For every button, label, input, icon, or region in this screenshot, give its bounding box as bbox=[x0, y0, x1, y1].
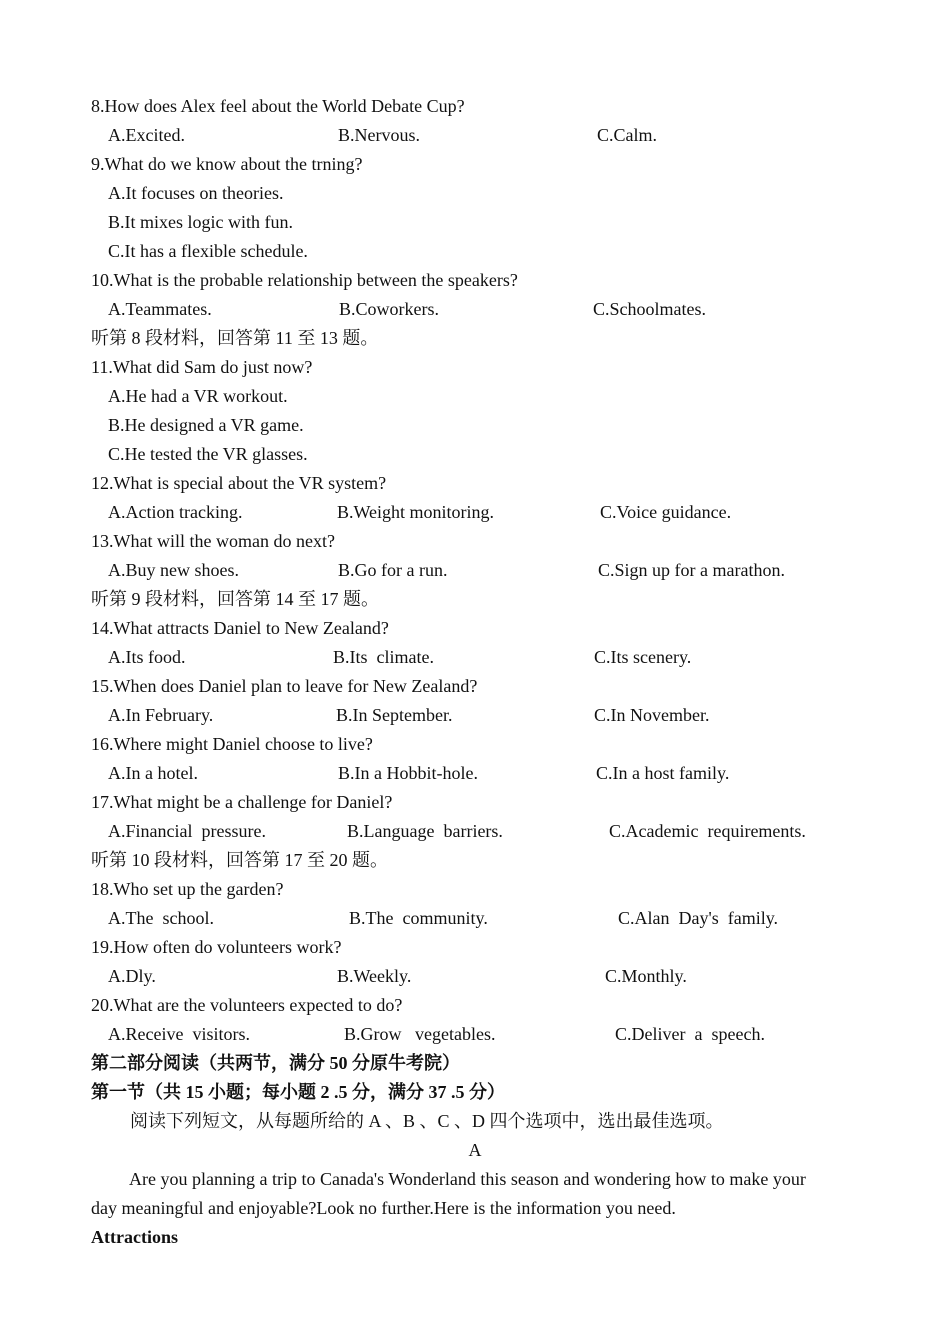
question-16-option-a: A.In a hotel. bbox=[108, 763, 198, 783]
question-17-option-b: B.Language barriers. bbox=[347, 821, 503, 841]
question-11-option-a: A.He had a VR workout. bbox=[108, 386, 288, 406]
question-20-option-a: A.Receive visitors. bbox=[108, 1024, 250, 1044]
question-9-option-c: C.It has a flexible schedule. bbox=[108, 241, 308, 261]
question-13-stem: 13.What will the woman do next? bbox=[91, 531, 335, 551]
question-14-option-c: C.Its scenery. bbox=[594, 647, 692, 667]
passage-paragraph-line-1: Are you planning a trip to Canada's Wonderland this season and wondering how to make your bbox=[129, 1169, 806, 1189]
part-2-heading: 第二部分阅读（共两节，满分 50 分原牛考院） bbox=[91, 1053, 460, 1073]
question-13-option-b: B.Go for a run. bbox=[338, 560, 448, 580]
question-19-option-a: A.Dly. bbox=[108, 966, 156, 986]
section-8-instruction: 听第 8 段材料，回答第 11 至 13 题。 bbox=[91, 328, 379, 348]
question-9-option-b: B.It mixes logic with fun. bbox=[108, 212, 293, 232]
section-10-instruction: 听第 10 段材料，回答第 17 至 20 题。 bbox=[91, 850, 388, 870]
question-18-option-a: A.The school. bbox=[108, 908, 214, 928]
question-16-option-c: C.In a host family. bbox=[596, 763, 730, 783]
question-15-stem: 15.When does Daniel plan to leave for New Zealand? bbox=[91, 676, 478, 696]
reading-instruction: 阅读下列短文，从每题所给的 A 、B 、C 、D 四个选项中，选出最佳选项。 bbox=[130, 1111, 724, 1131]
question-11-option-c: C.He tested the VR glasses. bbox=[108, 444, 308, 464]
question-12-option-b: B.Weight monitoring. bbox=[337, 502, 495, 522]
question-11-stem: 11.What did Sam do just now? bbox=[91, 357, 313, 377]
question-8-stem: 8.How does Alex feel about the World Debate Cup? bbox=[91, 96, 465, 116]
question-12-option-c: C.Voice guidance. bbox=[600, 502, 732, 522]
passage-label: A bbox=[468, 1140, 482, 1160]
question-12-stem: 12.What is special about the VR system? bbox=[91, 473, 387, 493]
question-12-option-a: A.Action tracking. bbox=[108, 502, 243, 522]
question-16-option-b: B.In a Hobbit-hole. bbox=[338, 763, 478, 783]
question-15-option-c: C.In November. bbox=[594, 705, 710, 725]
question-10-stem: 10.What is the probable relationship between the speakers? bbox=[91, 270, 518, 290]
question-9-stem: 9.What do we know about the trning? bbox=[91, 154, 363, 174]
question-15-option-b: B.In September. bbox=[336, 705, 453, 725]
question-18-option-c: C.Alan Day's family. bbox=[618, 908, 779, 928]
question-14-stem: 14.What attracts Daniel to New Zealand? bbox=[91, 618, 389, 638]
question-8-option-a: A.Excited. bbox=[108, 125, 185, 145]
question-11-option-b: B.He designed a VR game. bbox=[108, 415, 304, 435]
question-8-option-c: C.Calm. bbox=[597, 125, 658, 145]
question-17-option-c: C.Academic requirements. bbox=[609, 821, 806, 841]
question-14-option-a: A.Its food. bbox=[108, 647, 186, 667]
question-19-stem: 19.How often do volunteers work? bbox=[91, 937, 342, 957]
attractions-subheading: Attractions bbox=[91, 1227, 178, 1247]
question-13-option-c: C.Sign up for a marathon. bbox=[598, 560, 785, 580]
part-2-section-1-heading: 第一节（共 15 小题；每小题 2 .5 分，满分 37 .5 分） bbox=[91, 1082, 505, 1102]
question-16-stem: 16.Where might Daniel choose to live? bbox=[91, 734, 373, 754]
passage-paragraph-line-2: day meaningful and enjoyable?Look no further.Here is the information you need. bbox=[91, 1198, 676, 1218]
question-14-option-b: B.Its climate. bbox=[333, 647, 434, 667]
question-15-option-a: A.In February. bbox=[108, 705, 214, 725]
question-18-stem: 18.Who set up the garden? bbox=[91, 879, 284, 899]
question-18-option-b: B.The community. bbox=[349, 908, 488, 928]
question-20-stem: 20.What are the volunteers expected to do? bbox=[91, 995, 403, 1015]
question-8-option-b: B.Nervous. bbox=[338, 125, 420, 145]
question-9-option-a: A.It focuses on theories. bbox=[108, 183, 284, 203]
question-13-option-a: A.Buy new shoes. bbox=[108, 560, 239, 580]
section-9-instruction: 听第 9 段材料，回答第 14 至 17 题。 bbox=[91, 589, 379, 609]
question-17-stem: 17.What might be a challenge for Daniel? bbox=[91, 792, 393, 812]
question-19-option-c: C.Monthly. bbox=[605, 966, 687, 986]
question-17-option-a: A.Financial pressure. bbox=[108, 821, 266, 841]
question-10-option-a: A.Teammates. bbox=[108, 299, 212, 319]
question-19-option-b: B.Weekly. bbox=[337, 966, 412, 986]
question-10-option-b: B.Coworkers. bbox=[339, 299, 439, 319]
question-20-option-b: B.Grow vegetables. bbox=[344, 1024, 496, 1044]
question-20-option-c: C.Deliver a speech. bbox=[615, 1024, 765, 1044]
question-10-option-c: C.Schoolmates. bbox=[593, 299, 706, 319]
